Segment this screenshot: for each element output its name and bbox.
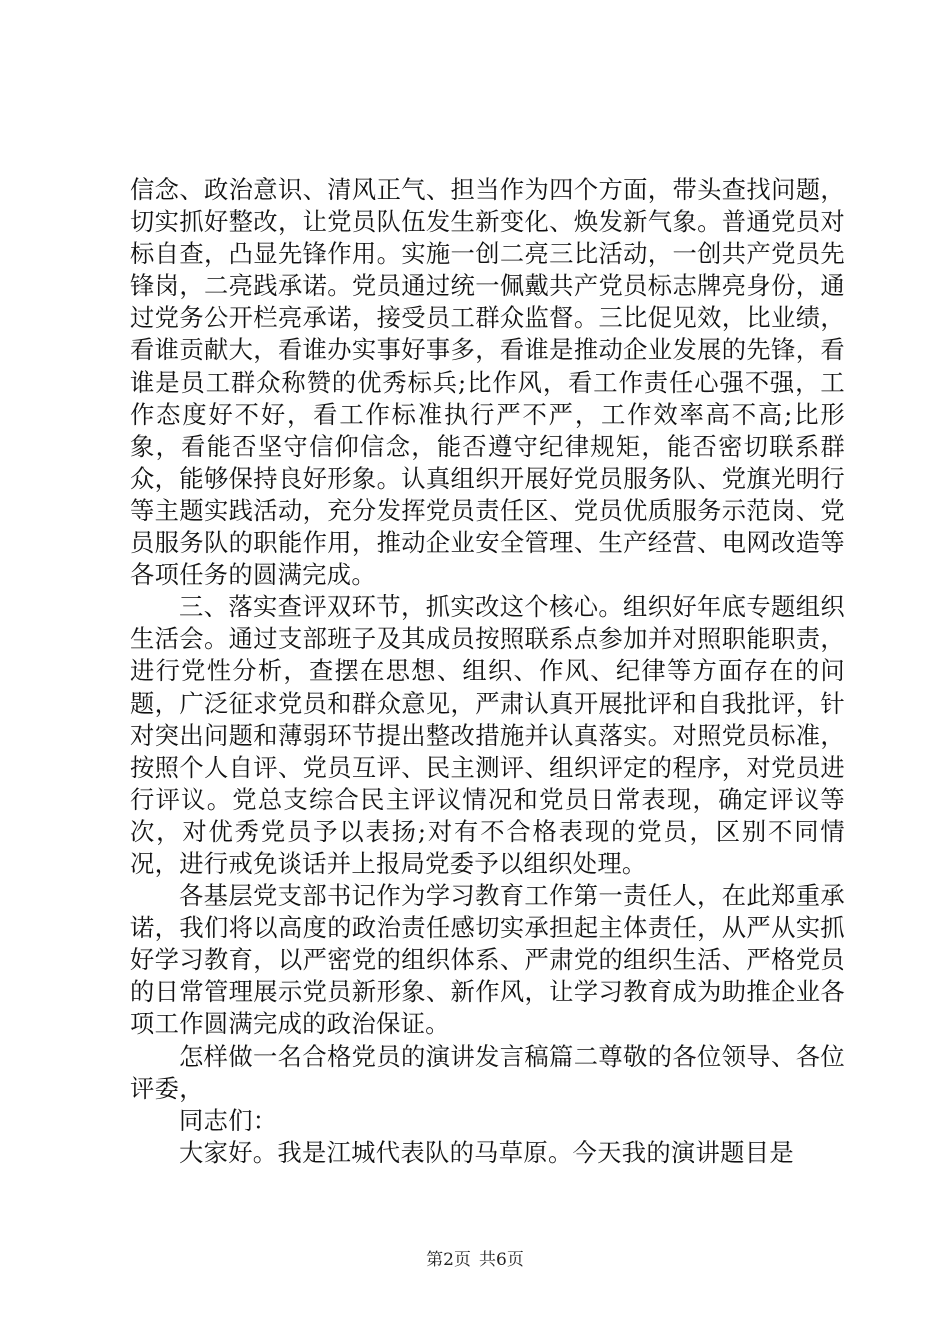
paragraph-salutation: 同志们： <box>179 1105 278 1135</box>
document-body <box>130 174 845 1169</box>
paragraph-greeting: 大家好。我是江城代表队的马草原。今天我的演讲题目是 <box>179 1137 794 1167</box>
paragraph-continuation: 信念、政治意识、清风正气、担当作为四个方面，带头查找问题，切实抓好整改，让党员队伍发生新变化、焕发新气象。普通党员对标自查，凸显先锋作用。实施一创二亮三比活动，一创共产党员先锋岗，二亮践承诺。党员通过统一佩戴共产党员标志牌亮身份，通过党务公开栏亮承诺，接受员工群众监督。三比促见效，比业绩，看谁贡献大，看谁办实事好事多，看谁是推动企业发展的先锋，看谁是员工群众称赞的优秀标兵;比作风，看工作责任心强不强，工作态度好不好，看工作标准执行严不严，工作效率高不高;比形象，看能否坚守信仰信念，能否遵守纪律规矩，能否密切联系群众，能够保持良好形象。认真组织开展好党员服务队、党旗光明行等主题实践活动，充分发挥党员责任区、党员优质服务示范岗、党员服务队的职能作用，推动企业安全管理、生产经营、电网改造等各项任务的圆满完成。 <box>130 175 845 590</box>
page-footer <box>0 1245 950 1270</box>
page-number: 第2页 <box>426 1250 471 1270</box>
paragraph-section-three: 三、落实查评双环节，抓实改这个核心。组织好年底专题组织生活会。通过支部班子及其成员按照联系点参加并对照职能职责，进行党性分析，查摆在思想、组织、作风、纪律等方面存在的问题，广泛征求党员和群众意见，严肃认真开展批评和自我批评，针对突出问题和薄弱环节提出整改措施并认真落实。对照党员标准，按照个人自评、党员互评、民主测评、组织评定的程序，对党员进行评议。党总支综合民主评议情况和党员日常表现，确定评议等次，对优秀党员予以表扬;对有不合格表现的党员，区别不同情况，进行戒免谈话并上报局党委予以组织处理。 <box>130 592 845 878</box>
paragraph-speech-title: 怎样做一名合格党员的演讲发言稿篇二尊敬的各位领导、各位评委， <box>130 1041 845 1103</box>
paragraph-commitment: 各基层党支部书记作为学习教育工作第一责任人，在此郑重承诺，我们将以高度的政治责任感切实承担起主体责任，从严从实抓好学习教育，以严密党的组织体系、严肃党的组织生活、严格党员的日常管理展示党员新形象、新作风，让学习教育成为助推企业各项工作圆满完成的政治保证。 <box>130 881 845 1039</box>
page-total: 共6页 <box>479 1250 524 1270</box>
